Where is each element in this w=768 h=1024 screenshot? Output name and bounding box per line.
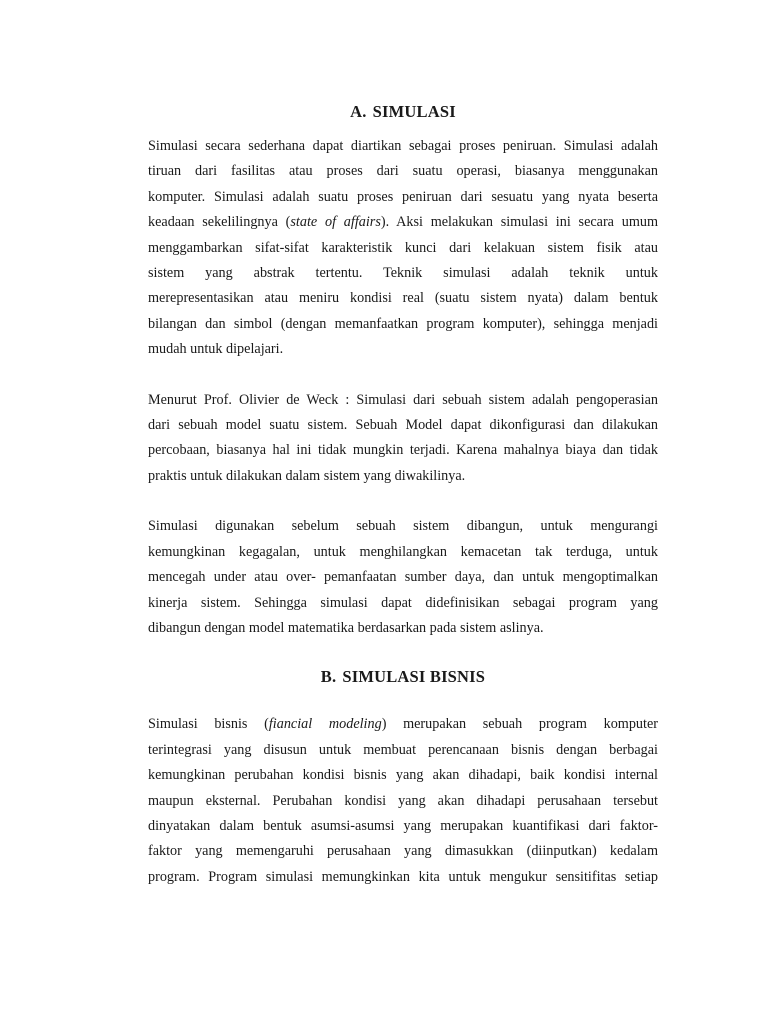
text-run: kinerja sistem. Sehingga simulasi dapat didefinisikan sebagai program yang xyxy=(148,594,658,611)
section-b-number: B. xyxy=(320,667,337,687)
text-run: percobaan, biasanya hal ini tidak mungkin terjadi. Karena mahalnya biaya dan tidak xyxy=(148,442,658,459)
paragraph xyxy=(148,514,658,641)
text-line xyxy=(148,312,658,337)
text-line xyxy=(148,185,658,210)
text-run: Simulasi bisnis ( xyxy=(148,716,269,733)
text-line xyxy=(148,540,658,565)
text-run: ). Aksi melakukan simulasi ini secara umum xyxy=(380,214,659,231)
paragraph xyxy=(148,712,658,890)
section-a-body xyxy=(148,134,658,641)
text-line xyxy=(148,763,658,788)
text-run: Menurut Prof. Olivier de Weck : Simulasi dari sebuah sistem adalah pengoperasian xyxy=(148,391,658,408)
text-line xyxy=(148,464,658,489)
text-run: sistem yang abstrak tertentu. Teknik simulasi adalah teknik untuk xyxy=(148,265,658,282)
text-run: kemungkinan perubahan kondisi bisnis yang akan dihadapi, baik kondisi internal xyxy=(148,767,658,784)
text-line xyxy=(148,438,658,463)
text-line xyxy=(148,789,658,814)
text-line xyxy=(148,337,658,362)
text-run: kemungkinan kegagalan, untuk menghilangkan kemacetan tak terduga, untuk xyxy=(148,543,658,560)
text-line xyxy=(148,159,658,184)
text-line xyxy=(148,738,658,763)
text-run: menggambarkan sifat-sifat karakteristik kunci dari kelakuan sistem fisik atau xyxy=(148,239,658,256)
text-run: Simulasi secara sederhana dapat diartikan sebagai proses peniruan. Simulasi adalah xyxy=(148,138,658,154)
text-line xyxy=(148,286,658,311)
text-run: dinyatakan dalam bentuk asumsi-asumsi yang merupakan kuantifikasi dari faktor- xyxy=(148,817,658,834)
text-line xyxy=(148,865,658,890)
text-line xyxy=(148,236,658,261)
text-line xyxy=(148,514,658,539)
text-run: mudah untuk dipelajari. xyxy=(148,341,284,358)
text-line xyxy=(148,814,658,839)
text-run: ) merupakan sebuah program komputer xyxy=(381,716,658,733)
text-line xyxy=(148,413,658,438)
section-b-heading xyxy=(148,667,658,687)
text-run: keadaan sekelilingnya ( xyxy=(148,214,291,231)
text-line xyxy=(148,210,658,235)
italic-term: state of affairs xyxy=(290,214,381,231)
text-line xyxy=(148,261,658,286)
text-line xyxy=(148,134,658,159)
text-line xyxy=(148,591,658,616)
paragraph xyxy=(148,388,658,490)
text-line xyxy=(148,616,658,641)
text-run: program. Program simulasi memungkinkan kita untuk mengukur sensitifitas setiap xyxy=(148,868,658,885)
text-run: praktis untuk dilakukan dalam sistem yang diwakilinya. xyxy=(148,467,466,484)
section-b-title: SIMULASI BISNIS xyxy=(342,667,486,687)
text-run: faktor yang memengaruhi perusahaan yang dimasukkan (diinputkan) kedalam xyxy=(148,843,658,860)
text-line xyxy=(148,712,658,737)
section-a-title: SIMULASI xyxy=(372,102,456,121)
text-run: mencegah under atau over- pemanfaatan sumber daya, dan untuk mengoptimalkan xyxy=(148,569,658,586)
text-run: dibangun dengan model matematika berdasarkan pada sistem aslinya. xyxy=(148,619,544,636)
text-run: maupun eksternal. Perubahan kondisi yang akan dihadapi perusahaan tersebut xyxy=(148,792,658,809)
text-run: merepresentasikan atau meniru kondisi real (suatu sistem nyata) dalam bentuk xyxy=(148,290,658,307)
text-run: tiruan dari fasilitas atau proses dari suatu operasi, biasanya menggunakan xyxy=(148,163,658,180)
italic-term: fiancial modeling xyxy=(268,716,382,733)
text-run: bilangan dan simbol (dengan memanfaatkan program komputer), sehingga menjadi xyxy=(148,315,658,332)
section-a-heading xyxy=(148,102,658,122)
text-line xyxy=(148,388,658,413)
text-run: terintegrasi yang disusun untuk membuat perencanaan bisnis dengan berbagai xyxy=(148,741,658,758)
section-b-body xyxy=(148,712,658,890)
text-run: dari sebuah model suatu sistem. Sebuah Model dapat dikonfigurasi dan dilakukan xyxy=(148,417,658,434)
section-a-number: A. xyxy=(350,102,367,121)
document-page xyxy=(148,96,658,890)
paragraph xyxy=(148,134,658,363)
text-run: Simulasi digunakan sebelum sebuah sistem dibangun, untuk mengurangi xyxy=(148,518,658,535)
text-line xyxy=(148,565,658,590)
text-line xyxy=(148,839,658,864)
text-run: komputer. Simulasi adalah suatu proses peniruan dari sesuatu yang nyata beserta xyxy=(148,188,658,205)
